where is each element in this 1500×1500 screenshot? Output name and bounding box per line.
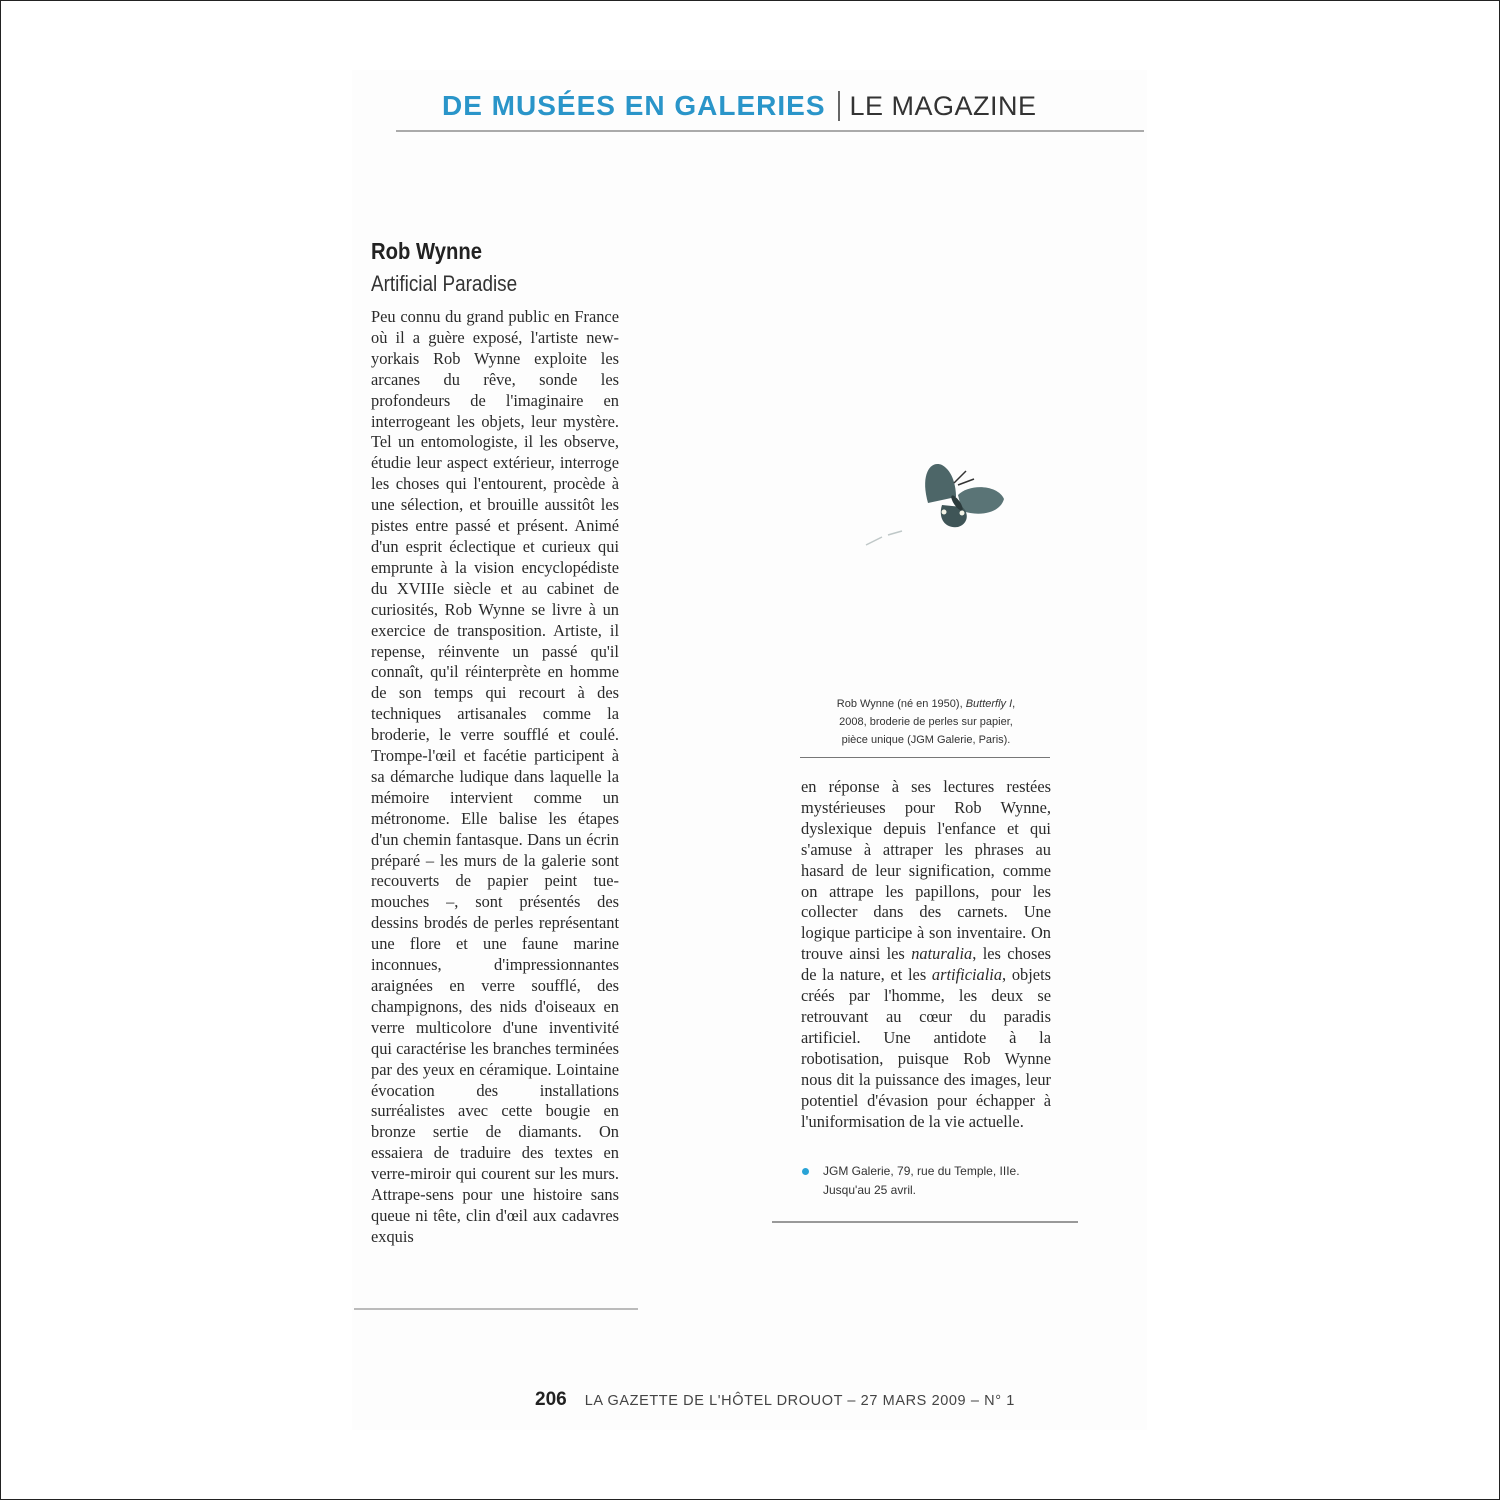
caption-provenance: pièce unique (JGM Galerie, Paris). xyxy=(841,734,1011,746)
section-header xyxy=(442,86,1142,126)
publication-info: LA GAZETTE DE L'HÔTEL DROUOT – 27 MARS 2009 – N° 1 xyxy=(584,1393,1015,1409)
bullet-icon xyxy=(802,1168,809,1175)
column-rule xyxy=(354,1308,638,1310)
article-column-2 xyxy=(801,777,1051,1132)
caption-rule xyxy=(800,757,1050,758)
column2-text: , les choses de la nature, et les xyxy=(801,944,1051,985)
butterfly-artwork-image xyxy=(858,455,1008,550)
butterfly-icon xyxy=(925,464,1004,527)
term-naturalia: naturalia xyxy=(911,944,973,964)
article-artist: Rob Wynne xyxy=(371,238,482,264)
gallery-address: JGM Galerie, 79, rue du Temple, IIIe. xyxy=(823,1164,1020,1178)
caption-credit: Rob Wynne (né en 1950), xyxy=(836,698,966,710)
header-rule xyxy=(396,130,1144,132)
column2-text: en réponse à ses lectures restées mystérieuses pour Rob Wynne, dyslexique depuis l'enfance et qui s'amuse à attraper les phrases au hasard de leur signification, comme on attrape les papillons, pour les collecter dans des carnets. Une logique participe à son inventaire. On trouve ainsi les xyxy=(801,777,1051,964)
section-title: DE MUSÉES EN GALERIES xyxy=(442,90,826,121)
column2-text: , objets créés par l'homme, les deux se retrouvant au cœur du paradis artificiel. Une antidote à la robotisation, puisque Rob Wynne nous dit la puissance des images, leur potentiel d'évasion pour échapper à l'uniformisation de la vie actuelle. xyxy=(801,965,1052,1131)
article-column-1: Peu connu du grand public en France où il a guère exposé, l'artiste new-yorkais Rob Wynne exploite les arcanes du rêve, sonde les profondeurs de l'imaginaire en interrogeant les objets, leur mystère. Tel un entomologiste, il les observe, étudie leur aspect extérieur, interroge les choses qui l'entourent, procède à une sélection, et brouille aussitôt les pistes entre passé et présent. Animé d'un esprit éclectique et curieux qui emprunte à la vision encyclopédiste du XVIIIe siècle et au cabinet de curiosités, Rob Wynne se livre à un exercice de transposition. Artiste, il repense, réinvente un passé qu'il connaît, qu'il réinterprète en homme de son temps qui recourt à des techniques artisanales comme la broderie, le verre soufflé et coulé. Trompe-l'œil et facétie participent à sa démarche ludique dans laquelle la mémoire intervient comme un métronome. Elle balise les étapes d'un chemin fantasque. Dans un écrin préparé – les murs de la galerie sont recouverts de papier peint tue-mouches –, sont présentés des dessins brodés de perles représentant une flore et une faune marine inconnues, d'impressionnantes araignées en verre soufflé, des champignons, des nids d'oiseaux en verre multicolore d'une inventivité qui caractérise les branches terminées par des yeux en céramique. Lointaine évocation des installations surréalistes avec cette bougie en bronze sertie de diamants. On essaiera de traduire des textes en verre-miroir qui courent sur les murs. Attrape-sens pour une histoire sans queue ni tête, clin d'œil aux cadavres exquis xyxy=(371,307,619,1246)
exhibition-info xyxy=(802,1162,1062,1200)
image-caption xyxy=(800,695,1052,749)
article-title: Artificial Paradise xyxy=(371,271,518,296)
term-artificialia: artificialia xyxy=(931,965,1003,985)
header-divider xyxy=(838,91,840,121)
exhibition-dates: Jusqu'au 25 avril. xyxy=(823,1183,917,1197)
page-footer xyxy=(535,1389,1015,1411)
column-rule xyxy=(772,1221,1078,1223)
caption-medium: 2008, broderie de perles sur papier, xyxy=(839,716,1013,728)
caption-punctuation: , xyxy=(1012,698,1016,710)
caption-artwork-title: Butterfly I xyxy=(965,698,1013,710)
page-number: 206 xyxy=(535,1389,567,1410)
magazine-title: LE MAGAZINE xyxy=(849,90,1037,121)
